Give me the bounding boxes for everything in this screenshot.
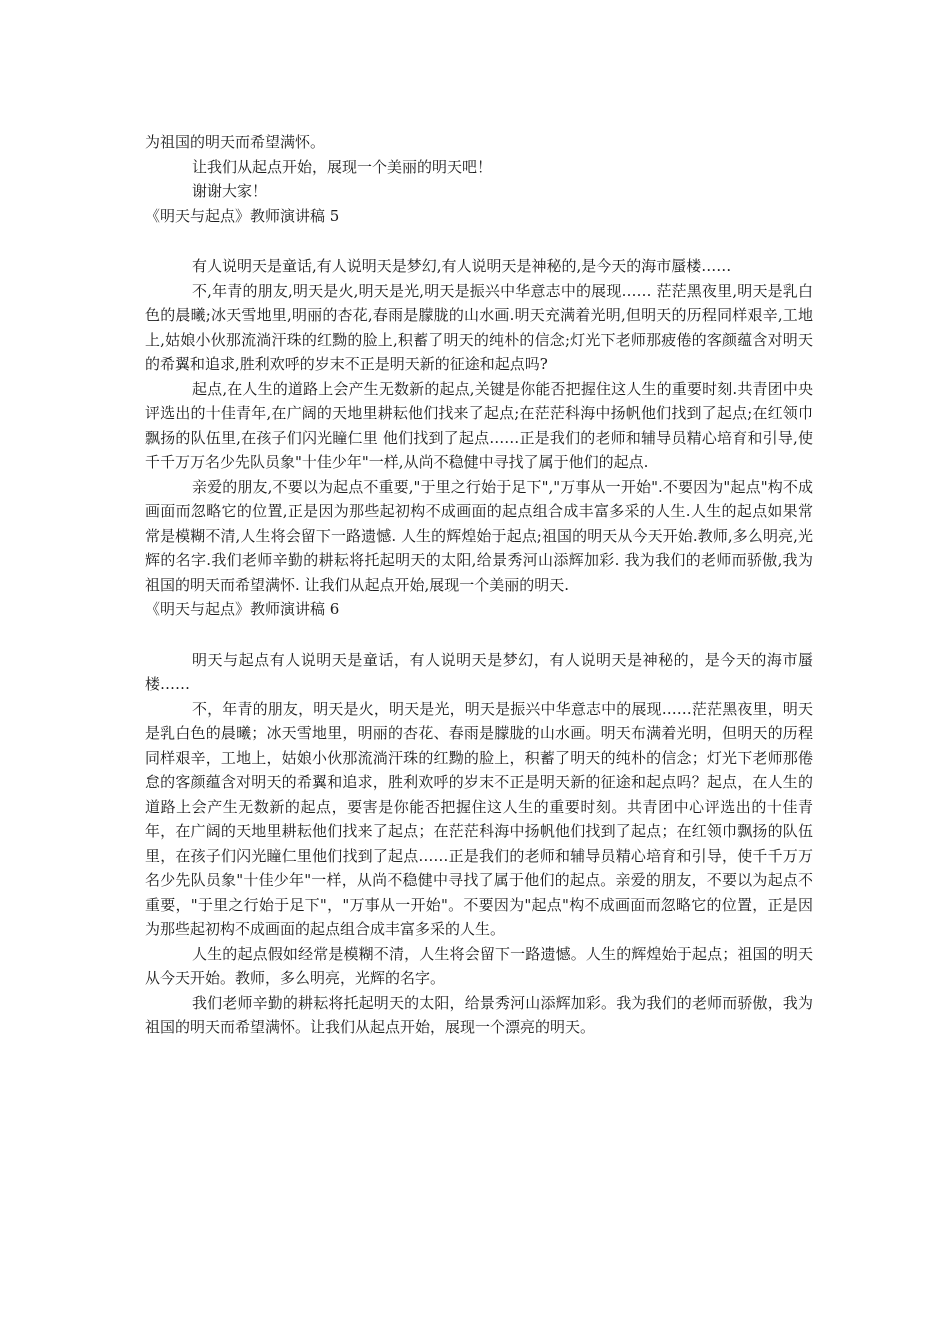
section5-paragraph: 亲爱的朋友,不要以为起点不重要,"于里之行始于足下","万事从一开始".不要因为"起点"构不成画面而忽略它的位置,正是因为那些起初构不成画面的起点组合成丰富多采的人生.人生的起点如果常常是模糊不清,人生将会留下一路遗憾. 人生的辉煌始于起点;祖国的明天从今天开始.教师,多么明亮,光辉的名字.我们老师辛勤的耕耘将托起明天的太阳,给景秀河山添辉加彩. 我为我们的老师而骄傲,我为祖国的明天而希望满怀. 让我们从起点开始,展现一个美丽的明天. <box>145 477 813 594</box>
section6-paragraph: 人生的起点假如经常是模糊不清，人生将会留下一路遗憾。人生的辉煌始于起点；祖国的明天从今天开始。教师，多么明亮，光辉的名字。 <box>145 944 813 987</box>
section4-tail-line: 为祖国的明天而希望满怀。 <box>145 133 326 151</box>
section4-tail-line: 谢谢大家！ <box>192 182 268 200</box>
section5-paragraph: 起点,在人生的道路上会产生无数新的起点,关键是你能否把握住这人生的重要时刻.共青团中央评选出的十佳青年,在广阔的天地里耕耘他们找来了起点;在茫茫科海中扬帆他们找到了起点;在红领巾飘扬的队伍里,在孩子们闪光瞳仁里 他们找到了起点……正是我们的老师和辅导员精心培育和引导,使千千万万名少先队员象"十佳少年"一样,从尚不稳健中寻找了属于他们的起点. <box>145 379 813 471</box>
section5-title: 《明天与起点》教师演讲稿 5 <box>145 206 340 225</box>
section6-title: 《明天与起点》教师演讲稿 6 <box>145 600 340 618</box>
section6-body <box>145 648 813 1040</box>
section6-paragraph: 不，年青的朋友，明天是火，明天是光，明天是振兴中华意志中的展现……茫茫黑夜里，明天是乳白色的晨曦；冰天雪地里，明丽的杏花、春雨是朦胧的山水画。明天布满着光明，但明天的历程同样艰辛，工地上，姑娘小伙那流淌汗珠的红黝的脸上，积蓄了明天的纯朴的信念；灯光下老师那倦怠的客颜蕴含对明天的希翼和追求，胜利欢呼的岁末不正是明天新的征途和起点吗？起点，在人生的道路上会产生无数新的起点，要害是你能否把握住这人生的重要时刻。共青团中心评选出的十佳青年，在广阔的天地里耕耘他们找来了起点；在茫茫科海中扬帆他们找到了起点；在红领巾飘扬的队伍里，在孩子们闪光瞳仁里他们找到了起点……正是我们的老师和辅导员精心培育和引导，使千千万万名少先队员象"十佳少年"一样，从尚不稳健中寻找了属于他们的起点。亲爱的朋友，不要以为起点不重要，"于里之行始于足下"，"万事从一开始"。不要因为"起点"构不成画面而忽略它的位置，正是因为那些起初构不成画面的起点组合成丰富多采的人生。 <box>145 699 813 938</box>
section5-paragraph: 不,年青的朋友,明天是火,明天是光,明天是振兴中华意志中的展现…… 茫茫黑夜里,明天是乳白色的晨曦;冰天雪地里,明丽的杏花,春雨是朦胧的山水画.明天充满着光明,但明天的历程同样艰辛,工地上,姑娘小伙那流淌汗珠的红黝的脸上,积蓄了明天的纯朴的信念;灯光下老师那疲倦的客颜蕴含对明天的希翼和追求,胜利欢呼的岁末不正是明天新的征途和起点吗? <box>145 281 813 373</box>
section6-paragraph: 我们老师辛勤的耕耘将托起明天的太阳，给景秀河山添辉加彩。我为我们的老师而骄傲，我为祖国的明天而希望满怀。让我们从起点开始，展现一个漂亮的明天。 <box>145 993 813 1036</box>
section5-body <box>145 254 813 597</box>
section4-tail-line: 让我们从起点开始，展现一个美丽的明天吧！ <box>192 157 493 176</box>
section5-paragraph: 有人说明天是童话,有人说明天是梦幻,有人说明天是神秘的,是今天的海市蜃楼…… <box>192 257 732 275</box>
document-body <box>145 130 813 1040</box>
section6-paragraph: 明天与起点有人说明天是童话，有人说明天是梦幻，有人说明天是神秘的，是今天的海市蜃楼…… <box>145 650 813 693</box>
